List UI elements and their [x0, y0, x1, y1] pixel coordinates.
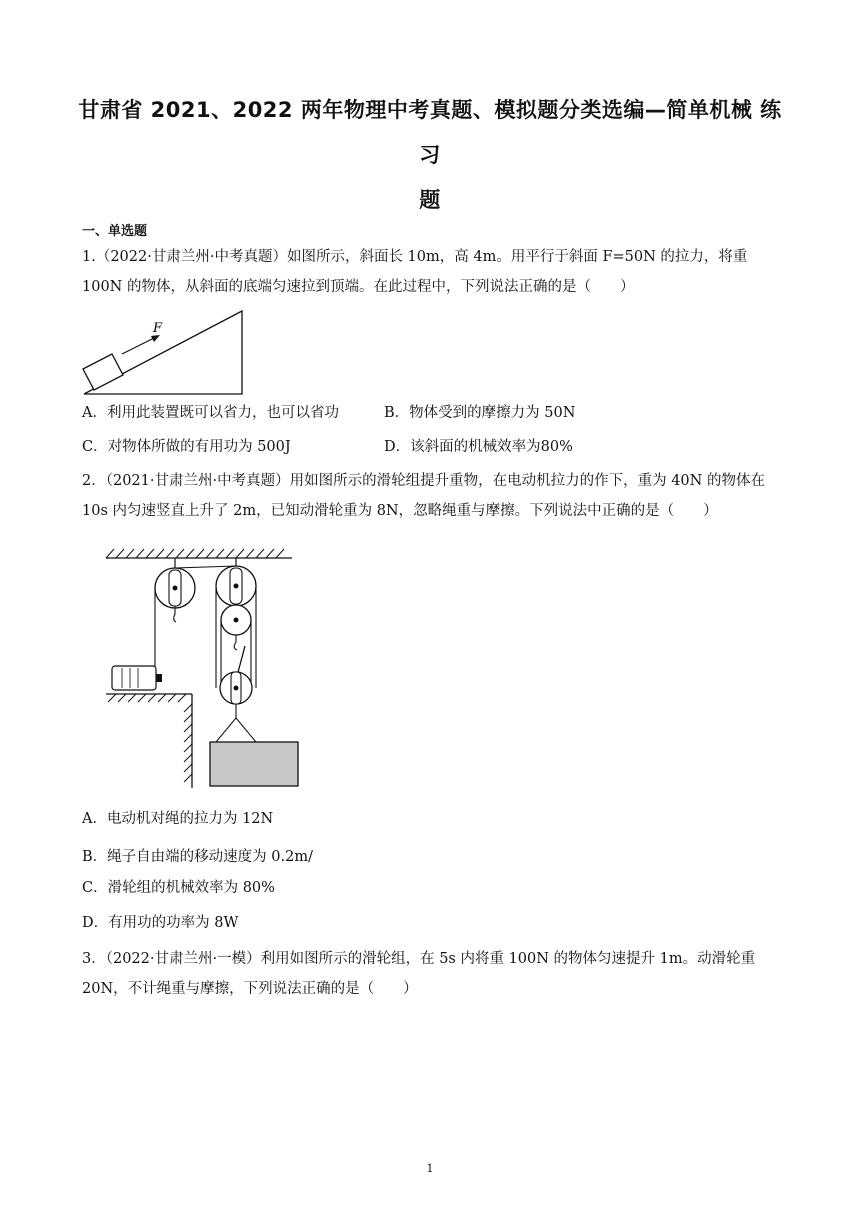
title-line-1: 甘肃省 2021、2022 两年物理中考真题、模拟题分类选编—简单机械 练习: [78, 98, 782, 167]
q2-option-d: D．有用功的功率为 8W: [82, 915, 239, 931]
incline-block: [83, 354, 123, 390]
q1-option-d: D．该斜面的机械效率为80%: [384, 439, 573, 455]
q2-option-a: A．电动机对绳的拉力为 12N: [82, 811, 274, 827]
section-heading: 一、单选题: [82, 224, 148, 239]
q2-option-b: B．绳子自由端的移动速度为 0.2m/: [82, 849, 313, 865]
question-3-text: 3．（2022·甘肃兰州·一模）利用如图所示的滑轮组，在 5s 内将重 100N 的物体匀速提升 1m。动滑轮重 20N，不计绳重与摩擦，下列说法正确的是（ ）: [82, 951, 756, 997]
q1-option-c: C．对物体所做的有用功为 500J: [82, 439, 291, 455]
load-block: [210, 718, 298, 786]
document-title: [70, 88, 790, 223]
q2-option-c: C．滑轮组的机械效率为 80%: [82, 880, 275, 896]
force-label: F: [153, 321, 163, 336]
question-1-text: 1.（2022·甘肃兰州·中考真题）如图所示，斜面长 10m，高 4m。用平行于斜面 F=50N 的拉力，将重 100N 的物体，从斜面的底端匀速拉到顶端。在此过程中，下列说法正确的是（ ）: [82, 249, 748, 295]
force-arrow: [122, 338, 154, 354]
movable-pulley: [220, 672, 252, 718]
fixed-pulley-right: [216, 558, 256, 650]
q1-option-a: A．利用此装置既可以省力，也可以省功: [82, 405, 339, 421]
electric-motor: [112, 666, 162, 690]
page-number: 1: [426, 1162, 434, 1175]
pulley-system-figure: [100, 546, 300, 790]
force-arrowhead: [151, 335, 160, 342]
title-line-2: 题: [419, 188, 441, 212]
question-2-text: 2．（2021·甘肃兰州·中考真题）用如图所示的滑轮组提升重物，在电动机拉力的作下，重为 40N 的物体在 10s 内匀速竖直上升了 2m，已知动滑轮重为 8N，忽略绳重与摩擦。下列说法中正确的是（ ）: [82, 473, 765, 519]
q1-option-b: B．物体受到的摩擦力为 50N: [384, 405, 576, 421]
incline-figure: [80, 308, 250, 398]
